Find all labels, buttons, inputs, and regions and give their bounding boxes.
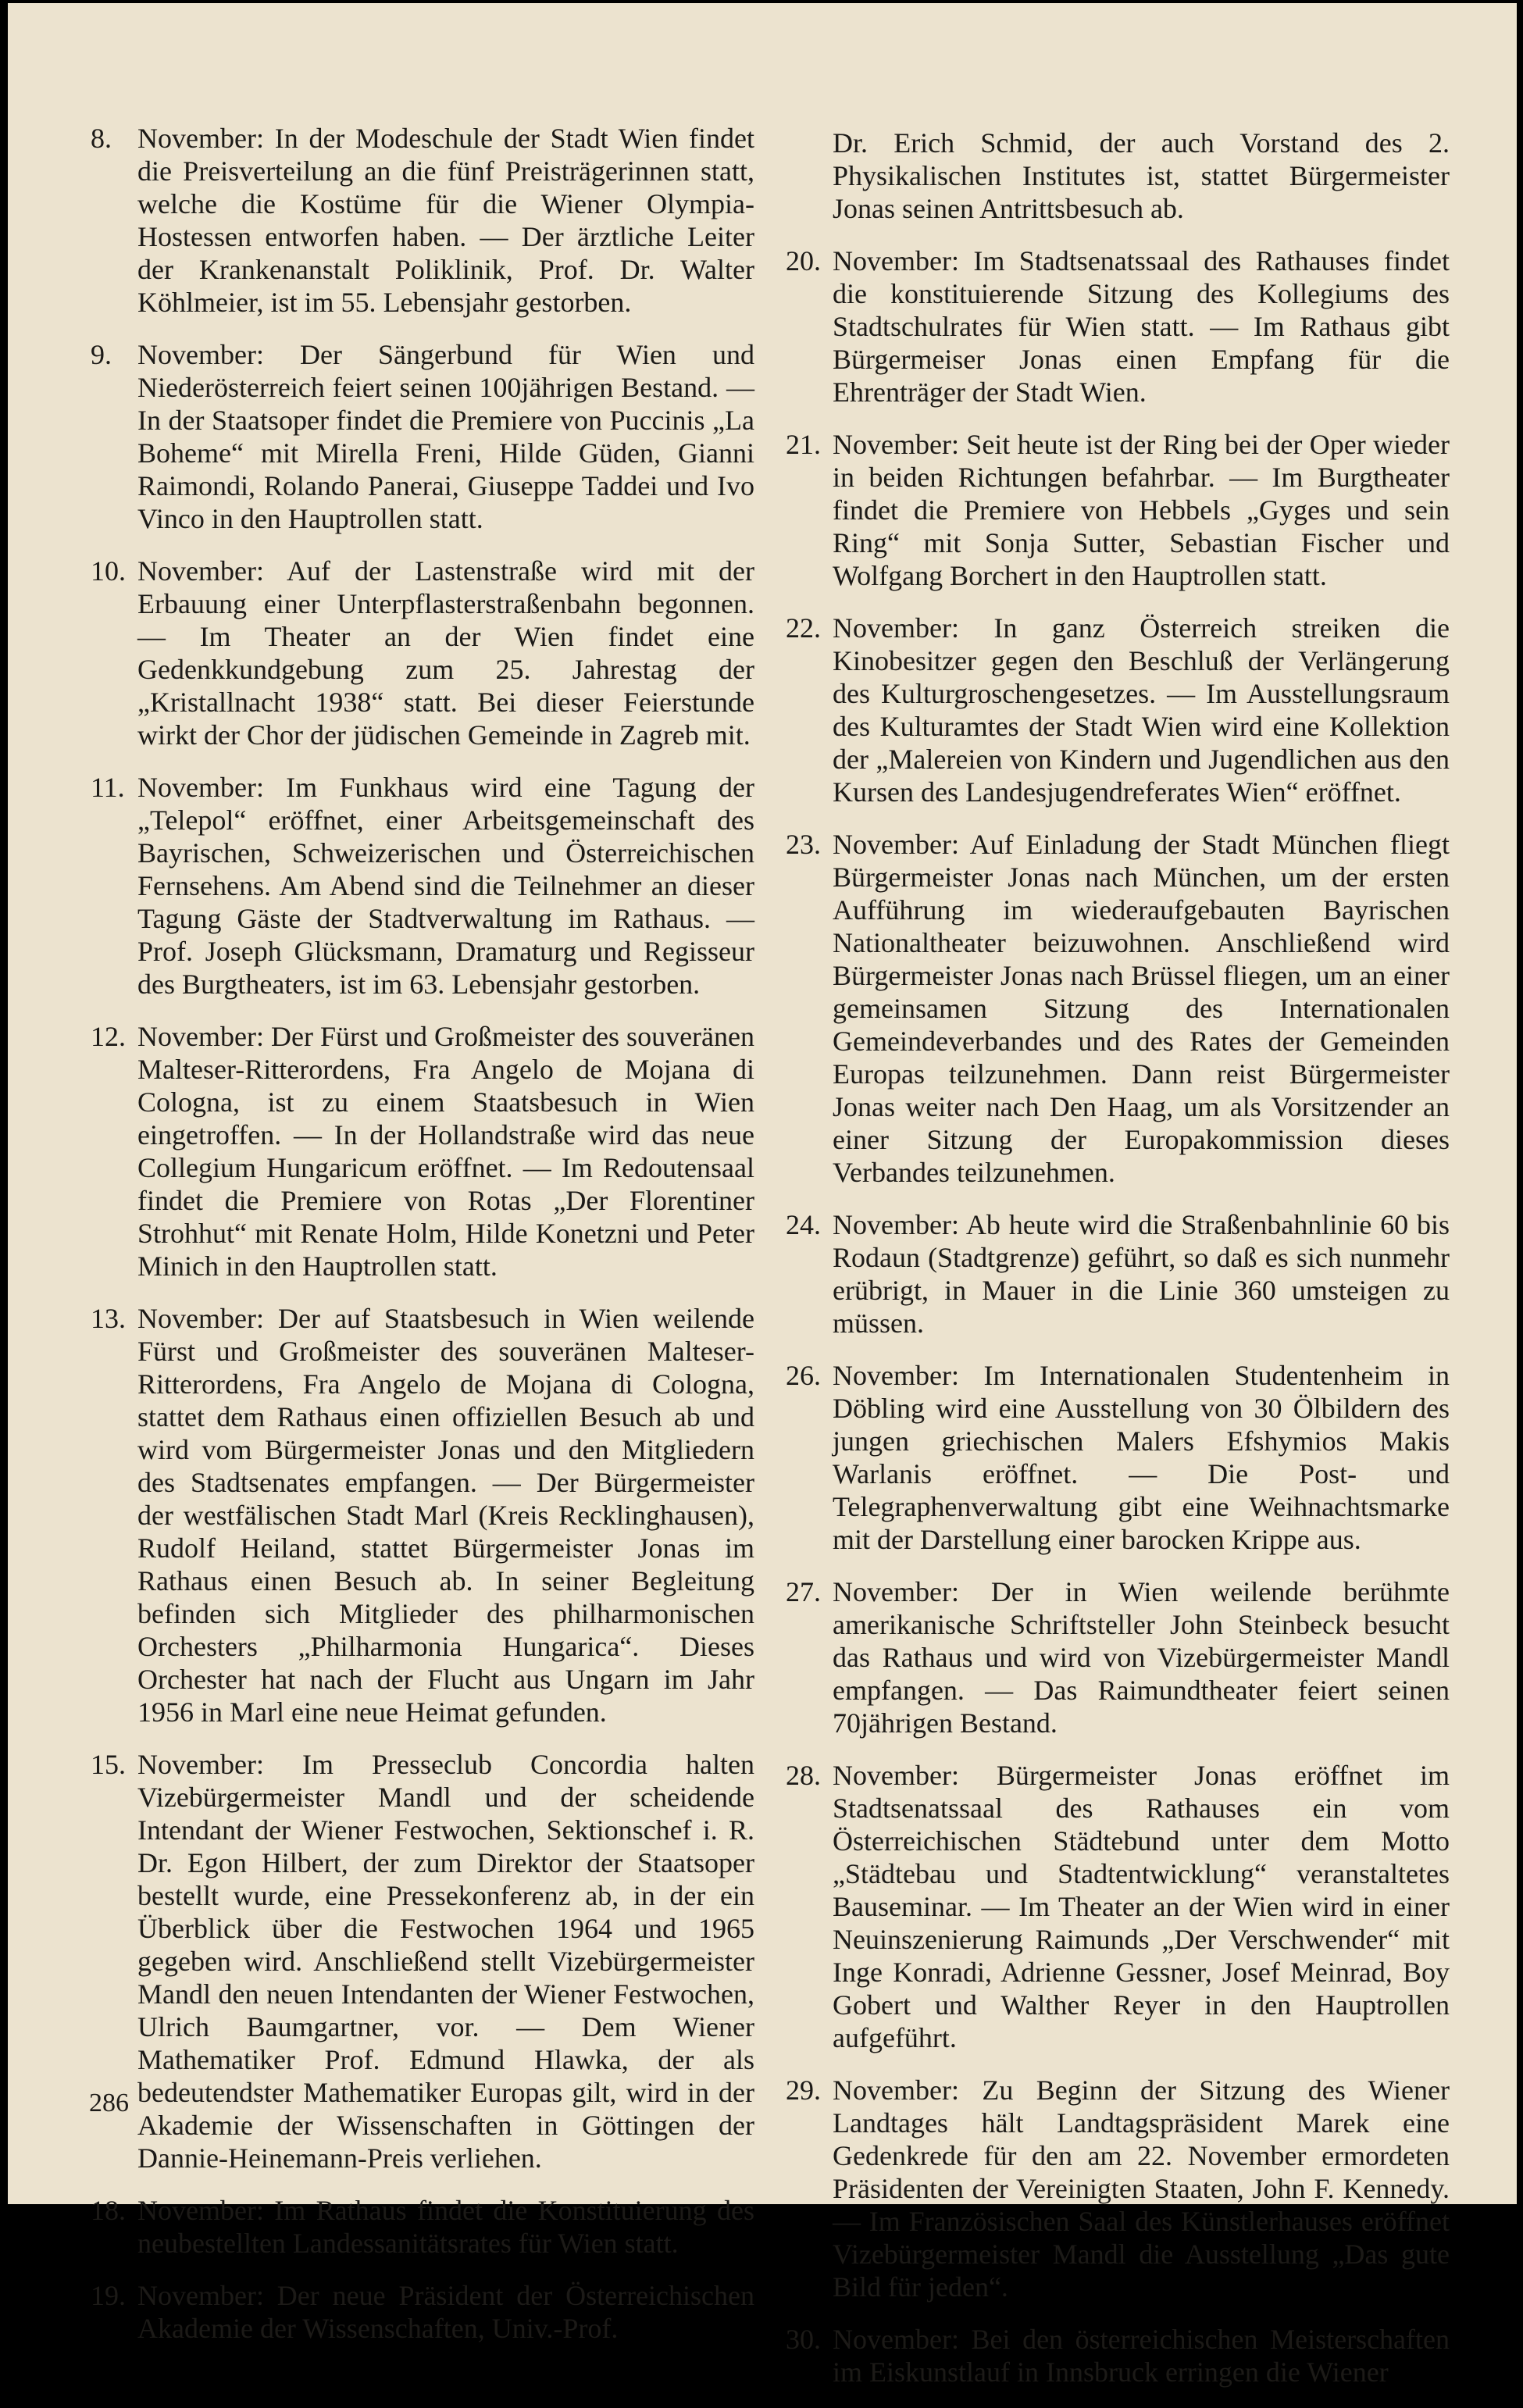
entry-text: November: Der Sängerbund für Wien und Niederösterreich feiert seinen 100jährigen Bestand. — In der Staatsoper findet die Premiere von Puccinis „La Boheme“ mit Mirella Freni, Hilde Güden, Gianni Raimondi, Rolando Panerai, Giuseppe Taddei und Ivo Vinco in den Hauptrollen statt. — [137, 339, 754, 534]
entry-nov-24 — [786, 1208, 1450, 1340]
entry-nov-19 — [91, 2279, 754, 2345]
entry-text: November: Im Rathaus findet die Konstituierung des neubestellten Landessanitätsrates für Wien statt. — [137, 2195, 754, 2259]
left-column — [91, 122, 754, 2364]
entry-text: November: Im Funkhaus wird eine Tagung der „Telepol“ eröffnet, einer Arbeitsgemeinschaft des Bayrischen, Schweizerischen und Österreichischen Fernsehens. Am Abend sind die Teilnehmer an dieser Tagung Gäste der Stadtverwaltung im Rathaus. — Prof. Joseph Glücksmann, Dramaturg und Regisseur des Burgtheaters, ist im 63. Lebensjahr gestorben. — [137, 772, 754, 1000]
entry-date-number: 12. — [91, 1021, 126, 1052]
entry-nov-26 — [786, 1359, 1450, 1556]
entry-nov-9 — [91, 338, 754, 535]
entry-text: November: Der auf Staatsbesuch in Wien weilende Fürst und Großmeister des souveränen Malteser-Ritterordens, Fra Angelo de Mojana di Cologna, stattet dem Rathaus einen offiziellen Besuch ab und wird vom Bürgermeister Jonas und den Mitgliedern des Stadtsenates empfangen. — Der Bürgermeister der westfälischen Stadt Marl (Kreis Recklinghausen), Rudolf Heiland, stattet Bürgermeister Jonas im Rathaus einen Besuch ab. In seiner Begleitung befinden sich Mitglieder des philharmonischen Orchesters „Philharmonia Hungarica“. Dieses Orchester hat nach der Flucht aus Ungarn im Jahr 1956 in Marl eine neue Heimat gefunden. — [137, 1303, 754, 1728]
entry-date-number: 22. — [786, 612, 821, 644]
entry-nov-21 — [786, 428, 1450, 592]
entry-nov-28 — [786, 1759, 1450, 2054]
entry-nov-23 — [786, 828, 1450, 1189]
entry-date-number: 24. — [786, 1209, 821, 1240]
entry-date-number: 19. — [91, 2280, 126, 2311]
entry-date-number: 18. — [91, 2195, 126, 2226]
entry-date-number: 23. — [786, 829, 821, 860]
entry-text: November: Auf Einladung der Stadt München fliegt Bürgermeister Jonas nach München, um der ersten Aufführung im wiederaufgebauten Bayrischen Nationaltheater beizuwohnen. Anschließend wird Bürgermeister Jonas nach Brüssel fliegen, um an einer gemeinsamen Sitzung des Internationalen Gemeindeverbandes und des Rates der Gemeinden Europas teilzunehmen. Dann reist Bürgermeister Jonas weiter nach Den Haag, um als Vorsitzender an einer Sitzung der Europakommission dieses Verbandes teilzunehmen. — [833, 829, 1450, 1188]
entry-text: Dr. Erich Schmid, der auch Vorstand des 2. Physikalischen Institutes ist, stattet Bürgermeister Jonas seinen Antrittsbesuch ab. — [833, 127, 1450, 224]
entry-nov-22 — [786, 612, 1450, 808]
entry-date-number: 21. — [786, 429, 821, 460]
page-number: 286 — [89, 2089, 129, 2117]
entry-nov-30 — [786, 2323, 1450, 2388]
entry-date-number: 30. — [786, 2324, 821, 2355]
entry-date-number: 28. — [786, 1760, 821, 1791]
entry-text: November: Bei den österreichischen Meisterschaften im Eiskunstlauf in Innsbruck erringen die Wiener — [833, 2324, 1450, 2388]
entry-date-number: 29. — [786, 2074, 821, 2106]
entry-nov-12 — [91, 1020, 754, 1282]
entry-text: November: Ab heute wird die Straßenbahnlinie 60 bis Rodaun (Stadtgrenze) geführt, so daß es sich nunmehr erübrigt, in Mauer in die Linie 360 umsteigen zu müssen. — [833, 1209, 1450, 1339]
entry-nov-8 — [91, 122, 754, 319]
entry-nov-18 — [91, 2194, 754, 2260]
entry-date-number: 8. — [91, 123, 112, 154]
entry-date-number: 15. — [91, 1749, 126, 1780]
entry-text: November: In ganz Österreich streiken die Kinobesitzer gegen den Beschluß der Verlängerung des Kulturgroschengesetzes. — Im Ausstellungsraum des Kulturamtes der Stadt Wien wird eine Kollektion der „Malereien von Kindern und Jugendlichen aus den Kursen des Landesjugendreferates Wien“ eröffnet. — [833, 612, 1450, 808]
entry-text: November: Im Presseclub Concordia halten Vizebürgermeister Mandl und der scheidende Intendant der Wiener Festwochen, Sektionschef i. R. Dr. Egon Hilbert, der zum Direktor der Staatsoper bestellt wurde, eine Pressekonferenz ab, in der ein Überblick über die Festwochen 1964 und 1965 gegeben wird. Anschließend stellt Vizebürgermeister Mandl den neuen Intendanten der Wiener Festwochen, Ulrich Baumgartner, vor. — Dem Wiener Mathematiker Prof. Edmund Hlawka, der als bedeutendster Mathematiker Europas gilt, wird in der Akademie der Wissenschaften in Göttingen der Dannie-Heinemann-Preis verliehen. — [137, 1749, 754, 2174]
entry-text: November: Im Stadtsenatssaal des Rathauses findet die konstituierende Sitzung des Kollegiums des Stadtschulrates für Wien statt. — Im Rathaus gibt Bürgermeiser Jonas einen Empfang für die Ehrenträger der Stadt Wien. — [833, 245, 1450, 408]
entry-text: November: Der in Wien weilende berühmte amerikanische Schriftsteller John Steinbeck besucht das Rathaus und wird von Vizebürgermeister Mandl empfangen. — Das Raimundtheater feiert seinen 70jährigen Bestand. — [833, 1576, 1450, 1739]
entry-text: November: Der neue Präsident der Österreichischen Akademie der Wissenschaften, Univ.-Prof. — [137, 2280, 754, 2344]
entry-nov-20 — [786, 244, 1450, 408]
entry-date-number: 9. — [91, 339, 112, 370]
entry-text: November: Seit heute ist der Ring bei der Oper wieder in beiden Richtungen befahrbar. — Im Burgtheater findet die Premiere von Hebbels „Gyges und sein Ring“ mit Sonja Sutter, Sebastian Fischer und Wolfgang Borchert in den Hauptrollen statt. — [833, 429, 1450, 591]
entry-date-number: 27. — [786, 1576, 821, 1607]
entry-nov-11 — [91, 771, 754, 1001]
entry-nov-27 — [786, 1575, 1450, 1739]
entry-text: November: In der Modeschule der Stadt Wien findet die Preisverteilung an die fünf Preisträgerinnen statt, welche die Kostüme für die Wiener Olympia-Hostessen entworfen haben. — Der ärztliche Leiter der Krankenanstalt Poliklinik, Prof. Dr. Walter Köhlmeier, ist im 55. Lebensjahr gestorben. — [137, 123, 754, 318]
right-column — [786, 127, 1450, 2408]
entry-text: November: Im Internationalen Studentenheim in Döbling wird eine Ausstellung von 30 Ölbildern des jungen griechischen Malers Efshymios Makis Warlanis eröffnet. — Die Post- und Telegraphenverwaltung gibt eine Weihnachtsmarke mit der Darstellung einer barocken Krippe aus. — [833, 1360, 1450, 1555]
entry-text: November: Der Fürst und Großmeister des souveränen Malteser-Ritterordens, Fra Angelo de Mojana di Cologna, ist zu einem Staatsbesuch in Wien eingetroffen. — In der Hollandstraße wird das neue Collegium Hungaricum eröffnet. — Im Redoutensaal findet die Premiere von Rotas „Der Florentiner Strohhut“ mit Renate Holm, Hilde Konetzni und Peter Minich in den Hauptrollen statt. — [137, 1021, 754, 1282]
entry-nov-13 — [91, 1302, 754, 1728]
entry-date-number: 20. — [786, 245, 821, 276]
entry-text: November: Auf der Lastenstraße wird mit der Erbauung einer Unterpflasterstraßenbahn begonnen. — Im Theater an der Wien findet eine Gedenkkundgebung zum 25. Jahrestag der „Kristallnacht 1938“ statt. Bei dieser Feierstunde wirkt der Chor der jüdischen Gemeinde in Zagreb mit. — [137, 555, 754, 751]
entry-date-number: 11. — [91, 772, 125, 803]
entry-nov-29 — [786, 2074, 1450, 2303]
entry-text: November: Bürgermeister Jonas eröffnet im Stadtsenatssaal des Rathauses ein vom Österreichischen Städtebund unter dem Motto „Städtebau und Stadtentwicklung“ veranstaltetes Bauseminar. — Im Theater an der Wien wird in einer Neuinszenierung Raimunds „Der Verschwender“ mit Inge Konradi, Adrienne Gessner, Josef Meinrad, Boy Gobert und Walther Reyer in den Hauptrollen aufgeführt. — [833, 1760, 1450, 2053]
entry-date-number: 10. — [91, 555, 126, 587]
entry-text: November: Zu Beginn der Sitzung des Wiener Landtages hält Landtagspräsident Marek eine Gedenkrede für den am 22. November ermordeten Präsidenten der Vereinigten Staaten, John F. Kennedy. — Im Französischen Saal des Künstlerhauses eröffnet Vizebürgermeister Mandl die Ausstellung „Das gute Bild für jeden“. — [833, 2074, 1450, 2303]
entry-date-number: 13. — [91, 1303, 126, 1334]
entry-nov-15 — [91, 1748, 754, 2174]
entry-nov-10 — [91, 555, 754, 751]
entry-nov-19-continued — [786, 127, 1450, 225]
document-page — [8, 3, 1517, 2388]
entry-date-number: 26. — [786, 1360, 821, 1391]
